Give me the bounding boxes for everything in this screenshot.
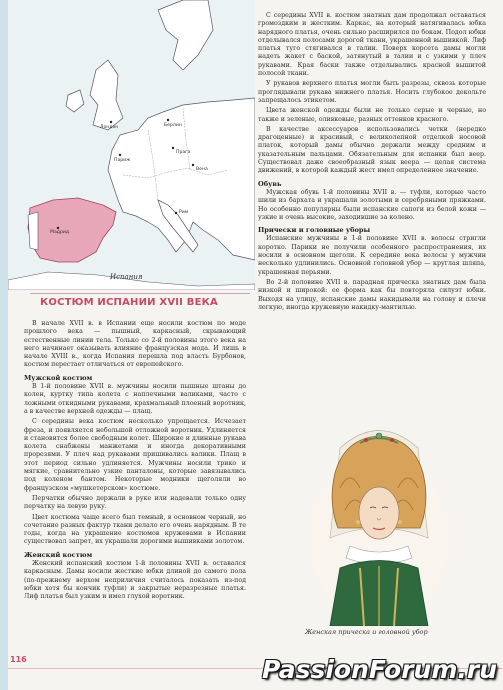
womens-continued-paragraph: Цвета женской одежды были не только серые и черные, но также и зеленые, оливковые, разных оттенков красного. (258, 107, 486, 123)
mens-costume-heading: Мужской костюм (24, 373, 93, 382)
map-label-vienna: Вена (196, 167, 208, 172)
map-label-london: Лондон (100, 125, 119, 130)
mens-paragraph: С середины века костюм несколько упрощается. Исчезает фреза, и появляется небольшой отложной воротник. Удлиняется и становится более свободным колет. Широкие и длинные рукава колета снабжены манжетами и иногда декоративными прорезями. У плеч над рукавами пришивались валики. Плащ в этот период сильно удлиняется. Мужчины носили трико и мягкие, сравнительно узкие панталоны, которые завязывались под коленом бантом. Некоторые модники щеголяли во французском «мушкетерском» костюме. (24, 418, 246, 492)
heading-divider (30, 293, 250, 294)
intro-paragraph: В начале XVII в. в Испании еще носили костюм по моде прошлого века — пышный, каркасный, скрывающий естественные линии тела. Только со 2-й половины этого века на него начинает оказывать влияние французская мода. И лишь в начале XVIII в., когда Испания перешла под власть Бурбонов, костюм перестает отличаться от европейского. (24, 320, 246, 369)
map-caption: Испания (110, 273, 143, 281)
left-column (24, 320, 246, 604)
mens-paragraph: В 1-й половине XVII в. мужчины носили пышные штаны до колен, куртку типа колета с наплечными валиками, часто с ложными откидными рукавами, крахмальный плоеный воротник, а в качестве верхней одежды — плащ. (24, 383, 246, 415)
womens-continued-paragraph: С середины XVII в. костюм знатных дам продолжал оставаться громоздким и жестким. Каркас, на который натягивалась юбка нарядного платья, очень сильно расширился по бокам. Подол юбки отделывался полосами дорогой ткани, украшенной вышивкой. Лиф платья туго стягивался в талии. Поверх корсета дамы могли надеть жакет с баской, затянутый в талии и с узкими у плеч рукавами. Края баски также отделывались красной вышитой полосой ткани. (258, 12, 486, 78)
right-column (258, 12, 486, 314)
hair-paragraph: Испанские мужчины в 1-й половине XVII в. волосы стригли коротко. Парики не получили особенного распространения, их носили в основном щеголи. К середине века волосы у мужчин несколько удлинились. Основной головной убор — круглая шляпа, украшенная перьями. (258, 235, 486, 276)
side-strip (0, 0, 8, 690)
map-illustration (8, 0, 255, 290)
europe-map (8, 0, 255, 290)
womens-costume-heading: Женский костюм (24, 550, 93, 559)
map-label-prague: Прага (176, 150, 191, 155)
woman-portrait-illustration (300, 418, 458, 626)
watermark: PassionForum.ru (261, 655, 497, 684)
map-label-berlin: Берлин (164, 123, 182, 128)
page-number: 116 (10, 655, 27, 664)
hair-paragraph: Во 2-й половине XVII в. парадная прическа знатных дам была низкой и широкой: ее форма как бы повторяла силуэт юбки. Выходя на улицу, испанские дамы накидывали на голову и плечи легкую, иногда кружевную накидку-мантилью. (258, 278, 486, 311)
map-label-madrid: Мадрид (50, 230, 70, 235)
map-label-paris: Париж (114, 158, 131, 163)
mens-paragraph: Перчатки обычно держали в руке или надевали только одну перчатку на левую руку. (24, 494, 246, 511)
portrait-caption: Женская прическа и головной убор (305, 628, 428, 636)
mens-paragraph: Цвет костюма чаще всего был темный, в основном черный, но сочетание разных фактур ткани делало его очень нарядным. В те годы, когда на украшение костюмов кружевами в Испании существовал запрет, их украшали дорогими вышивками золотом. (24, 513, 246, 546)
hair-heading: Прически и головные уборы (258, 226, 371, 235)
womens-continued-paragraph: У рукавов верхнего платья могли быть разрезы, сквозь которые проглядывали рукава нижнего платья. Носить глубокое декольте запрещалось этикетом. (258, 80, 486, 104)
section-heading: КОСТЮМ ИСПАНИИ XVII ВЕКА (40, 297, 218, 308)
map-label-rome: Рим (179, 210, 189, 215)
womens-paragraph: Женский испанский костюм 1-й половины XVII в. оставался каркасным. Дамы носили жесткие юбки длиной до самого пола (по-прежнему верхом неприличия считалось показать из-под юбки хотя бы кончик туфли) и закрытые неразрезные платья. Лиф платья был узким и имел глухой воротник. (24, 560, 246, 601)
womens-continued-paragraph: В качестве аксессуаров использовались четки (нередко драгоценные) и красивый, с великолепной отделкой носовой платок, который дамы обычно держали между средним и указательным пальцами. Обязательным для испанки был веер. Существовал даже своеобразный язык веера — целая система движений, в которой каждый жест имел определенное значение. (258, 125, 486, 175)
shoes-heading: Обувь (258, 179, 282, 188)
shoes-paragraph: Мужская обувь 1-й половины XVII в. — туфли, которые часто шили из бархата и украшали золотыми и серебряными пряжками. Но особенно популярны были испанские сапоги из белой кожи — узкие и очень высокие, заходившие за колено. (258, 188, 486, 221)
